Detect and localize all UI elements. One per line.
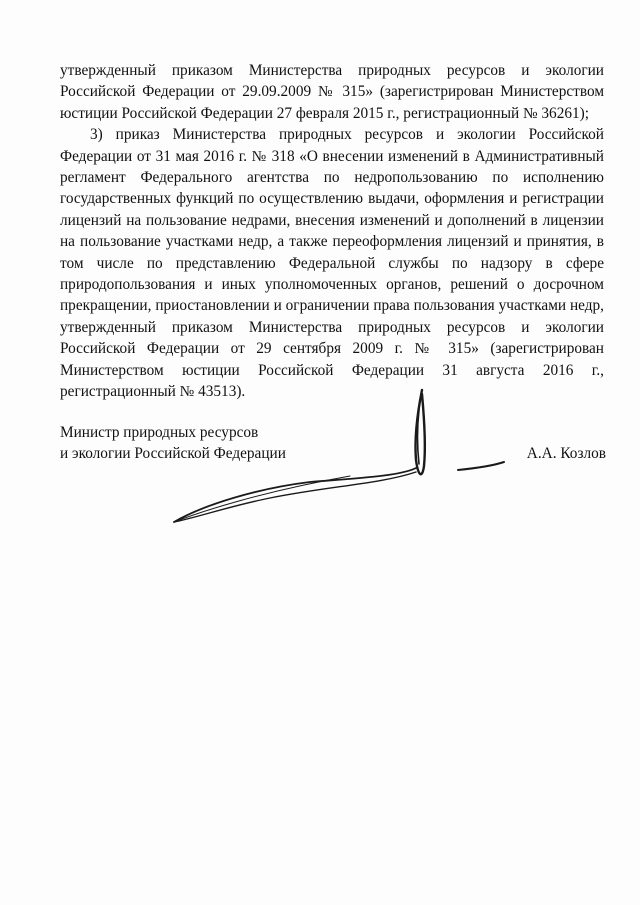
paragraph-item-3: 3) приказ Министерства природных ресурсов и экологии Российской Федерации от 31 мая 2016 г. № 318 «О внесении изменений в Административный регламент Федерального агентства по недропользованию по исполнению государственных функций по осуществлению выдачи, оформления и регистрации лицензий на пользование недрами, внесения изменений и дополнений в лицензии на пользование участками недр, а также переоформления лицензий и принятия, в том числе по представлению Федеральной службы по надзору в сфере природопользования и иных уполномоченных органов, решений о досрочном прекращении, приостановлении и ограничении права пользования участками недр, утвержденный приказом Министерства природных ресурсов и экологии Российской Федерации от 29 сентября 2009 г. № 315» (зарегистрирован Министерством юстиции Российской Федерации 31 августа 2016 г., регистрационный № 43513). bbox=[60, 126, 604, 401]
signatory-position-line-2: и экологии Российской Федерации bbox=[60, 445, 286, 463]
handwritten-signature bbox=[160, 380, 520, 530]
document-body bbox=[60, 60, 604, 403]
signatory-position-line-1: Министр природных ресурсов bbox=[60, 424, 259, 441]
signatory-name: А.А. Козлов bbox=[526, 445, 606, 462]
paragraph-continuation: утвержденный приказом Министерства природных ресурсов и экологии Российской Федерации от 29.09.2009 № 315» (зарегистрирован Министерством юстиции Российской Федерации 27 февраля 2015 г., регистрационный № 36261); bbox=[60, 62, 604, 122]
